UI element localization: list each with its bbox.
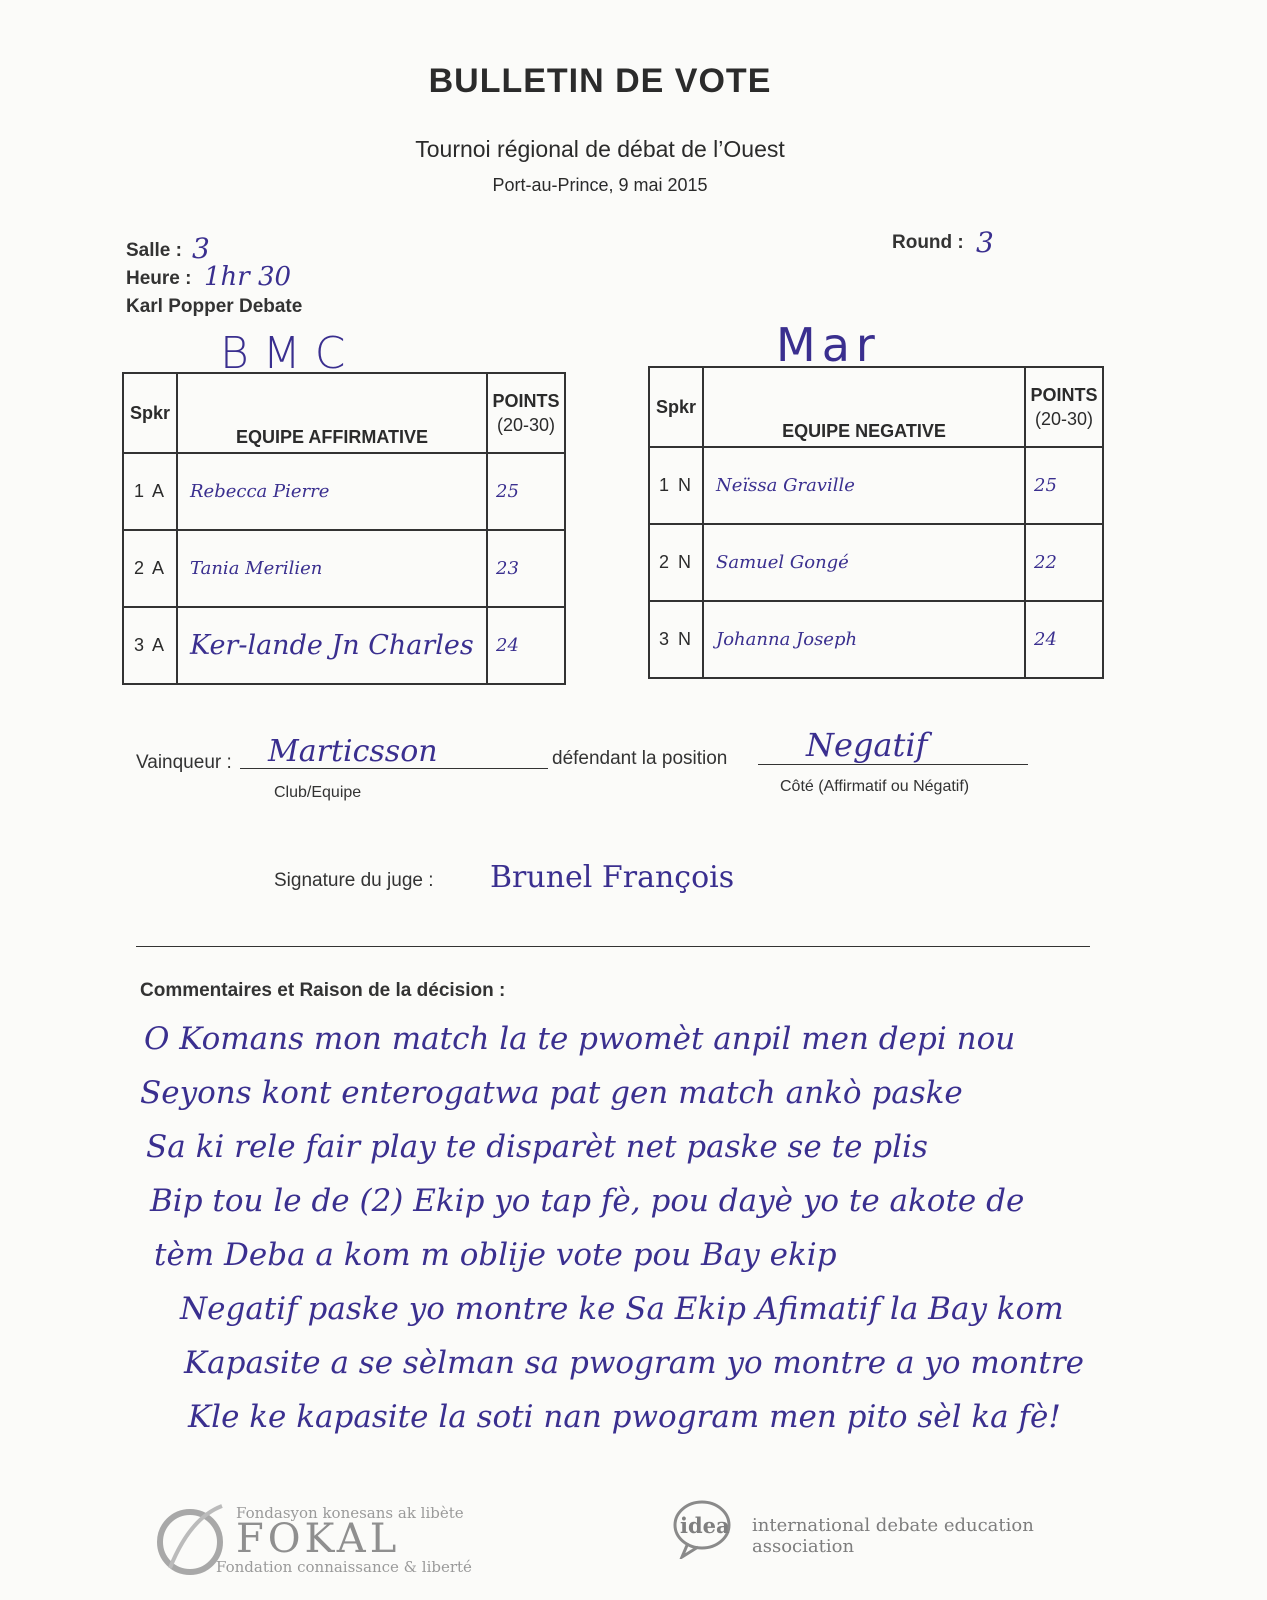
- idea-logo: [670, 1495, 1110, 1565]
- position-value: Negatif: [806, 726, 928, 764]
- affirmative-spkr-header: Spkr: [123, 373, 177, 453]
- comment-line: Bip tou le de (2) Ekip yo tap fè, pou dayè yo te akote de: [150, 1183, 1025, 1219]
- comment-line: tèm Deba a kom m oblije vote pou Bay ekip: [154, 1237, 837, 1273]
- speaker-id: 2 N: [649, 524, 703, 601]
- speaker-id: 1 A: [123, 453, 177, 530]
- points-range: (20-30): [1034, 409, 1094, 429]
- comment-line: O Komans mon match la te pwomèt anpil men depi nou: [144, 1021, 1016, 1057]
- position-caption: Côté (Affirmatif ou Négatif): [780, 778, 970, 795]
- winner-value: Marticsson: [268, 734, 438, 769]
- comments-body: [140, 1012, 1180, 1444]
- comment-line: Kle ke kapasite la soti nan pwogram men pito sèl ka fè!: [188, 1399, 1061, 1435]
- speaker-id: 3 N: [649, 601, 703, 678]
- points-range: (20-30): [496, 415, 556, 435]
- table-row: [649, 601, 1103, 678]
- place-date: Port-au-Prince, 9 mai 2015: [492, 175, 708, 195]
- comment-line: Kapasite a se sèlman sa pwogram yo montre a yo montre: [184, 1345, 1084, 1381]
- heure-value: 1hr 30: [204, 262, 292, 292]
- winner-caption: Club/Equipe: [274, 784, 362, 801]
- fokal-wordmark: FOKAL: [236, 1516, 401, 1562]
- speaker-name: Neïssa Graville: [703, 447, 1025, 524]
- winner-label: Vainqueur :: [136, 752, 232, 773]
- points-label: POINTS: [1030, 385, 1098, 405]
- judge-signature: Brunel François: [490, 860, 735, 895]
- table-row: [649, 524, 1103, 601]
- speaker-name: Tania Merilien: [177, 530, 487, 607]
- heure-label: Heure :: [126, 268, 192, 289]
- position-label: défendant la position: [552, 748, 728, 769]
- negative-score-table: [648, 366, 1104, 679]
- affirmative-team-name: BMC: [220, 328, 360, 379]
- comment-line: Seyons kont enterogatwa pat gen match ankò paske: [140, 1075, 963, 1111]
- negative-spkr-header: Spkr: [649, 367, 703, 447]
- speaker-points: 22: [1025, 524, 1103, 601]
- idea-org-name: international debate education association: [752, 1515, 1034, 1557]
- speaker-id: 1 N: [649, 447, 703, 524]
- fokal-tagline-bottom: Fondation connaissance & liberté: [216, 1558, 472, 1576]
- speaker-name: Ker-lande Jn Charles: [177, 607, 487, 684]
- table-row: [649, 447, 1103, 524]
- tournament-name: Tournoi régional de débat de l’Ouest: [415, 136, 785, 162]
- salle-value: 3: [192, 232, 210, 265]
- salle-label: Salle :: [126, 240, 182, 261]
- position-underline: [758, 764, 1028, 765]
- speaker-points: 25: [487, 453, 565, 530]
- speaker-name: Rebecca Pierre: [177, 453, 487, 530]
- table-row: [123, 530, 565, 607]
- debate-format: Karl Popper Debate: [126, 296, 303, 317]
- fokal-tagline-top: Fondasyon konesans ak libète: [236, 1504, 464, 1522]
- section-divider: [136, 946, 1090, 947]
- fokal-logo: [150, 1498, 510, 1578]
- points-label: POINTS: [492, 391, 560, 411]
- affirmative-points-header: [487, 373, 565, 453]
- affirmative-score-table: [122, 372, 566, 685]
- speaker-id: 2 A: [123, 530, 177, 607]
- round-value: 3: [976, 226, 994, 259]
- round-label: Round :: [892, 232, 964, 253]
- speaker-id: 3 A: [123, 607, 177, 684]
- idea-badge-text: idea: [680, 1513, 730, 1538]
- speaker-points: 25: [1025, 447, 1103, 524]
- comments-label: Commentaires et Raison de la décision :: [140, 980, 506, 1001]
- affirmative-team-header: EQUIPE AFFIRMATIVE: [177, 373, 487, 453]
- speaker-name: Samuel Gongé: [703, 524, 1025, 601]
- speaker-name: Johanna Joseph: [703, 601, 1025, 678]
- comment-line: Sa ki rele fair play te disparèt net paske se te plis: [146, 1129, 928, 1165]
- negative-team-header: EQUIPE NEGATIVE: [703, 367, 1025, 447]
- ballot-title: BULLETIN DE VOTE: [428, 62, 772, 100]
- speaker-points: 24: [1025, 601, 1103, 678]
- speaker-points: 23: [487, 530, 565, 607]
- negative-team-name: Mar: [776, 318, 881, 372]
- table-row: [123, 607, 565, 684]
- negative-points-header: [1025, 367, 1103, 447]
- judge-label: Signature du juge :: [274, 870, 434, 891]
- table-row: [123, 453, 565, 530]
- speaker-points: 24: [487, 607, 565, 684]
- comment-line: Negatif paske yo montre ke Sa Ekip Afimatif la Bay kom: [180, 1291, 1064, 1327]
